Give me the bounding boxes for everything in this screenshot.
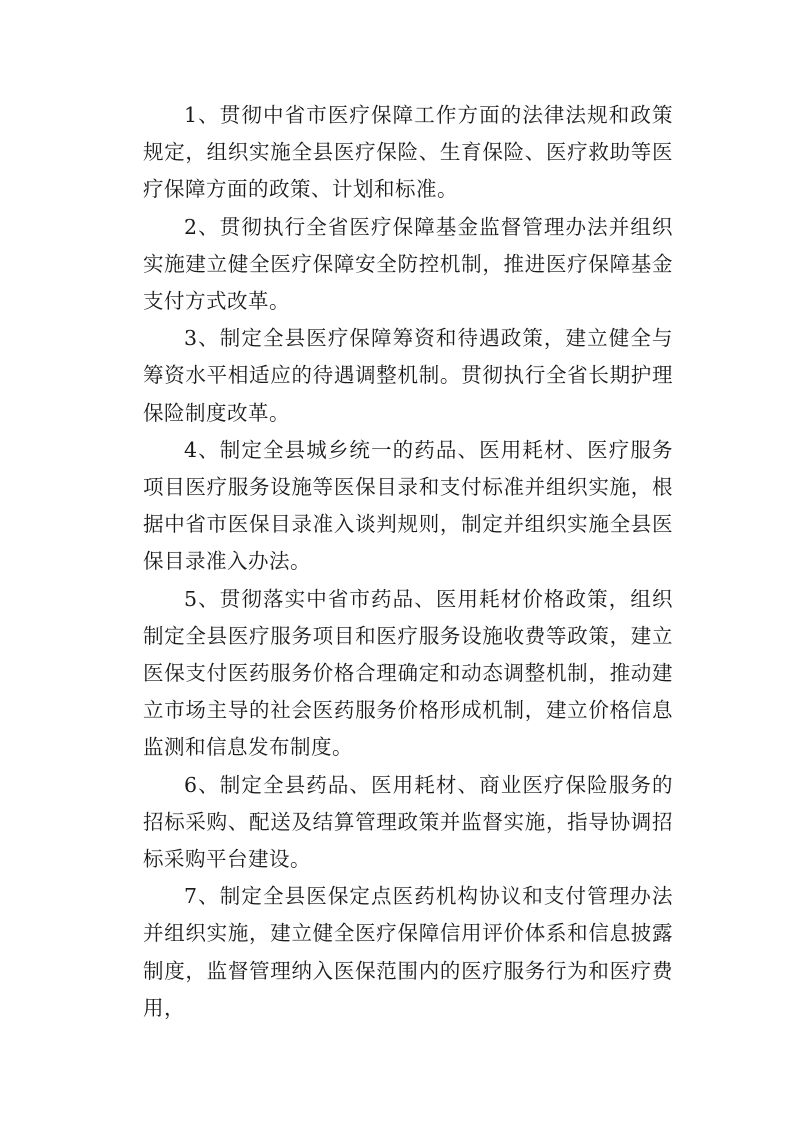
paragraph-1: 1、贯彻中省市医疗保障工作方面的法律法规和政策规定，组织实施全县医疗保险、生育保险、医疗救助等医疗保障方面的政策、计划和标准。 — [143, 103, 673, 202]
paragraph-5: 5、贯彻落实中省市药品、医用耗材价格政策，组织制定全县医疗服务项目和医疗服务设施收费等政策，建立医保支付医药服务价格合理确定和动态调整机制，推动建立市场主导的社会医药服务价格形成机制，建立价格信息监测和信息发布制度。 — [143, 586, 673, 760]
paragraph-6: 6、制定全县药品、医用耗材、商业医疗保险服务的招标采购、配送及结算管理政策并监督实施，指导协调招标采购平台建设。 — [143, 772, 673, 872]
paragraph-3: 3、制定全县医疗保障筹资和待遇政策，建立健全与筹资水平相适应的待遇调整机制。贯彻执行全省长期护理保险制度改革。 — [143, 326, 673, 425]
paragraph-4: 4、制定全县城乡统一的药品、医用耗材、医疗服务项目医疗服务设施等医保目录和支付标准并组织实施，根据中省市医保目录准入谈判规则，制定并组织实施全县医保目录准入办法。 — [143, 437, 673, 574]
paragraph-2: 2、贯彻执行全省医疗保障基金监督管理办法并组织实施建立健全医疗保障安全防控机制，推进医疗保障基金支付方式改革。 — [143, 214, 673, 314]
document-body — [143, 97, 673, 1027]
paragraph-7: 7、制定全县医保定点医药机构协议和支付管理办法并组织实施，建立健全医疗保障信用评价体系和信息披露制度，监督管理纳入医保范围内的医疗服务行为和医疗费用， — [143, 884, 673, 1020]
